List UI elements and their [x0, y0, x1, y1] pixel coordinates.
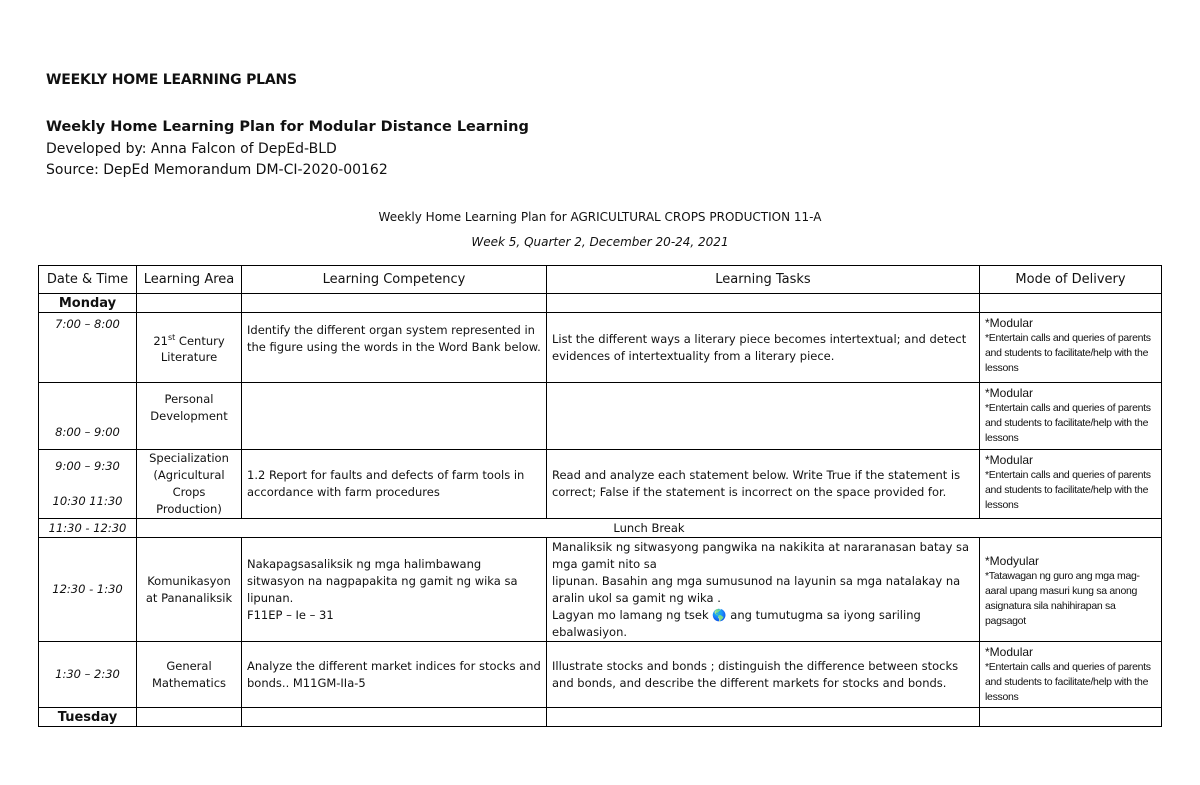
- task-cell: [547, 538, 980, 642]
- table-row: [39, 313, 1162, 383]
- competency-cell: [242, 383, 547, 450]
- mode-note: *Entertain calls and queries of parents and students to facilitate/help with the lessons: [985, 402, 1151, 444]
- area-text: 21: [153, 333, 168, 348]
- mode-note: *Tatawagan ng guro ang mga mag-aaral upang masuri kung sa anong asignatura sila nahihirapan sa pagsagot: [985, 569, 1140, 627]
- time-cell: 7:00 – 8:00: [39, 313, 137, 383]
- mode-label: *Modyular: [985, 553, 1040, 568]
- table-row: [39, 538, 1162, 642]
- lunch-label: Lunch Break: [137, 519, 1162, 538]
- table-row: [39, 450, 1162, 519]
- learning-area-cell: Personal Development: [137, 383, 242, 450]
- mode-cell: [980, 450, 1162, 519]
- mode-cell: [980, 383, 1162, 450]
- table-header-row: [39, 266, 1162, 294]
- mode-label: *Modular: [985, 316, 1034, 330]
- mode-cell: [980, 538, 1162, 642]
- main-title: WEEKLY HOME LEARNING PLANS: [46, 72, 297, 88]
- competency-cell: 1.2 Report for faults and defects of farm tools in accordance with farm procedures: [242, 450, 547, 519]
- plan-week: Week 5, Quarter 2, December 20-24, 2021: [471, 235, 729, 249]
- table-row: [39, 642, 1162, 708]
- area-superscript: st: [167, 332, 176, 342]
- column-header: Learning Area: [137, 266, 242, 294]
- learning-area-cell: [137, 313, 242, 383]
- mode-label: *Modular: [985, 645, 1034, 659]
- learning-area-cell: General Mathematics: [137, 642, 242, 708]
- day-row-tuesday: [39, 708, 1162, 727]
- time-cell: [39, 450, 137, 519]
- task-text: Lagyan mo lamang ng tsek 🌎 ang tumutugma sa iyong sariling ebalwasiyon.: [552, 608, 921, 639]
- task-cell: List the different ways a literary piece becomes intertextual; and detect evidences of intertextuality from a literary piece.: [547, 313, 980, 383]
- competency-cell: Identify the different organ system represented in the figure using the words in the Word Bank below.: [242, 313, 547, 383]
- column-header: Learning Tasks: [547, 266, 980, 294]
- task-text: lipunan. Basahin ang mga sumusunod na layunin sa mga natalakay na aralin ukol sa gamit ng wika .: [552, 574, 961, 605]
- learning-area-cell: Komunikasyon at Pananaliksik: [137, 538, 242, 642]
- competency-cell: Analyze the different market indices for stocks and bonds.. M11GM-IIa-5: [242, 642, 547, 708]
- task-cell: Read and analyze each statement below. Write True if the statement is correct; False if the statement is incorrect on the space provided for.: [547, 450, 980, 519]
- lunch-row: [39, 519, 1162, 538]
- time-cell: 12:30 - 1:30: [39, 538, 137, 642]
- competency-text: Nakapagsasaliksik ng mga halimbawang sitwasyon na nagpapakita ng gamit ng wika sa lipunan.: [247, 556, 518, 605]
- mode-label: *Modular: [985, 386, 1034, 400]
- column-header: Date & Time: [39, 266, 137, 294]
- mode-note: *Entertain calls and queries of parents and students to facilitate/help with the lessons: [985, 332, 1151, 374]
- day-row-monday: [39, 294, 1162, 313]
- task-text: Manaliksik ng sitwasyong pangwika na nakikita at nararanasan batay sa mga gamit nito sa: [552, 540, 970, 571]
- time-text: 10:30 11:30: [52, 494, 123, 508]
- learning-plan-table: [38, 265, 1162, 727]
- table-row: [39, 383, 1162, 450]
- mode-note: *Entertain calls and queries of parents and students to facilitate/help with the lessons: [985, 661, 1151, 703]
- time-text: 9:00 – 9:30: [55, 459, 120, 473]
- source-line: Source: DepEd Memorandum DM-CI-2020-00162: [46, 162, 388, 178]
- sub-title: Weekly Home Learning Plan for Modular Distance Learning: [46, 119, 529, 135]
- day-label: Tuesday: [39, 708, 137, 727]
- area-text: Century Literature: [160, 333, 225, 365]
- day-label: Monday: [39, 294, 137, 313]
- task-cell: Illustrate stocks and bonds ; distinguish the difference between stocks and bonds, and describe the different markets for stocks and bonds.: [547, 642, 980, 708]
- plan-title: Weekly Home Learning Plan for AGRICULTURAL CROPS PRODUCTION 11-A: [378, 210, 822, 224]
- column-header: Learning Competency: [242, 266, 547, 294]
- column-header: Mode of Delivery: [980, 266, 1162, 294]
- mode-label: *Modular: [985, 453, 1034, 467]
- competency-cell: [242, 538, 547, 642]
- time-cell: 1:30 – 2:30: [39, 642, 137, 708]
- mode-cell: [980, 642, 1162, 708]
- competency-code: F11EP – Ie – 31: [247, 607, 334, 622]
- mode-cell: [980, 313, 1162, 383]
- learning-area-cell: Specialization (Agricultural Crops Production): [137, 450, 242, 519]
- time-cell: 11:30 - 12:30: [39, 519, 137, 538]
- developed-by: Developed by: Anna Falcon of DepEd-BLD: [46, 141, 337, 157]
- mode-note: *Entertain calls and queries of parents and students to facilitate/help with the lessons: [985, 469, 1151, 511]
- task-cell: [547, 383, 980, 450]
- time-cell: 8:00 – 9:00: [39, 383, 137, 450]
